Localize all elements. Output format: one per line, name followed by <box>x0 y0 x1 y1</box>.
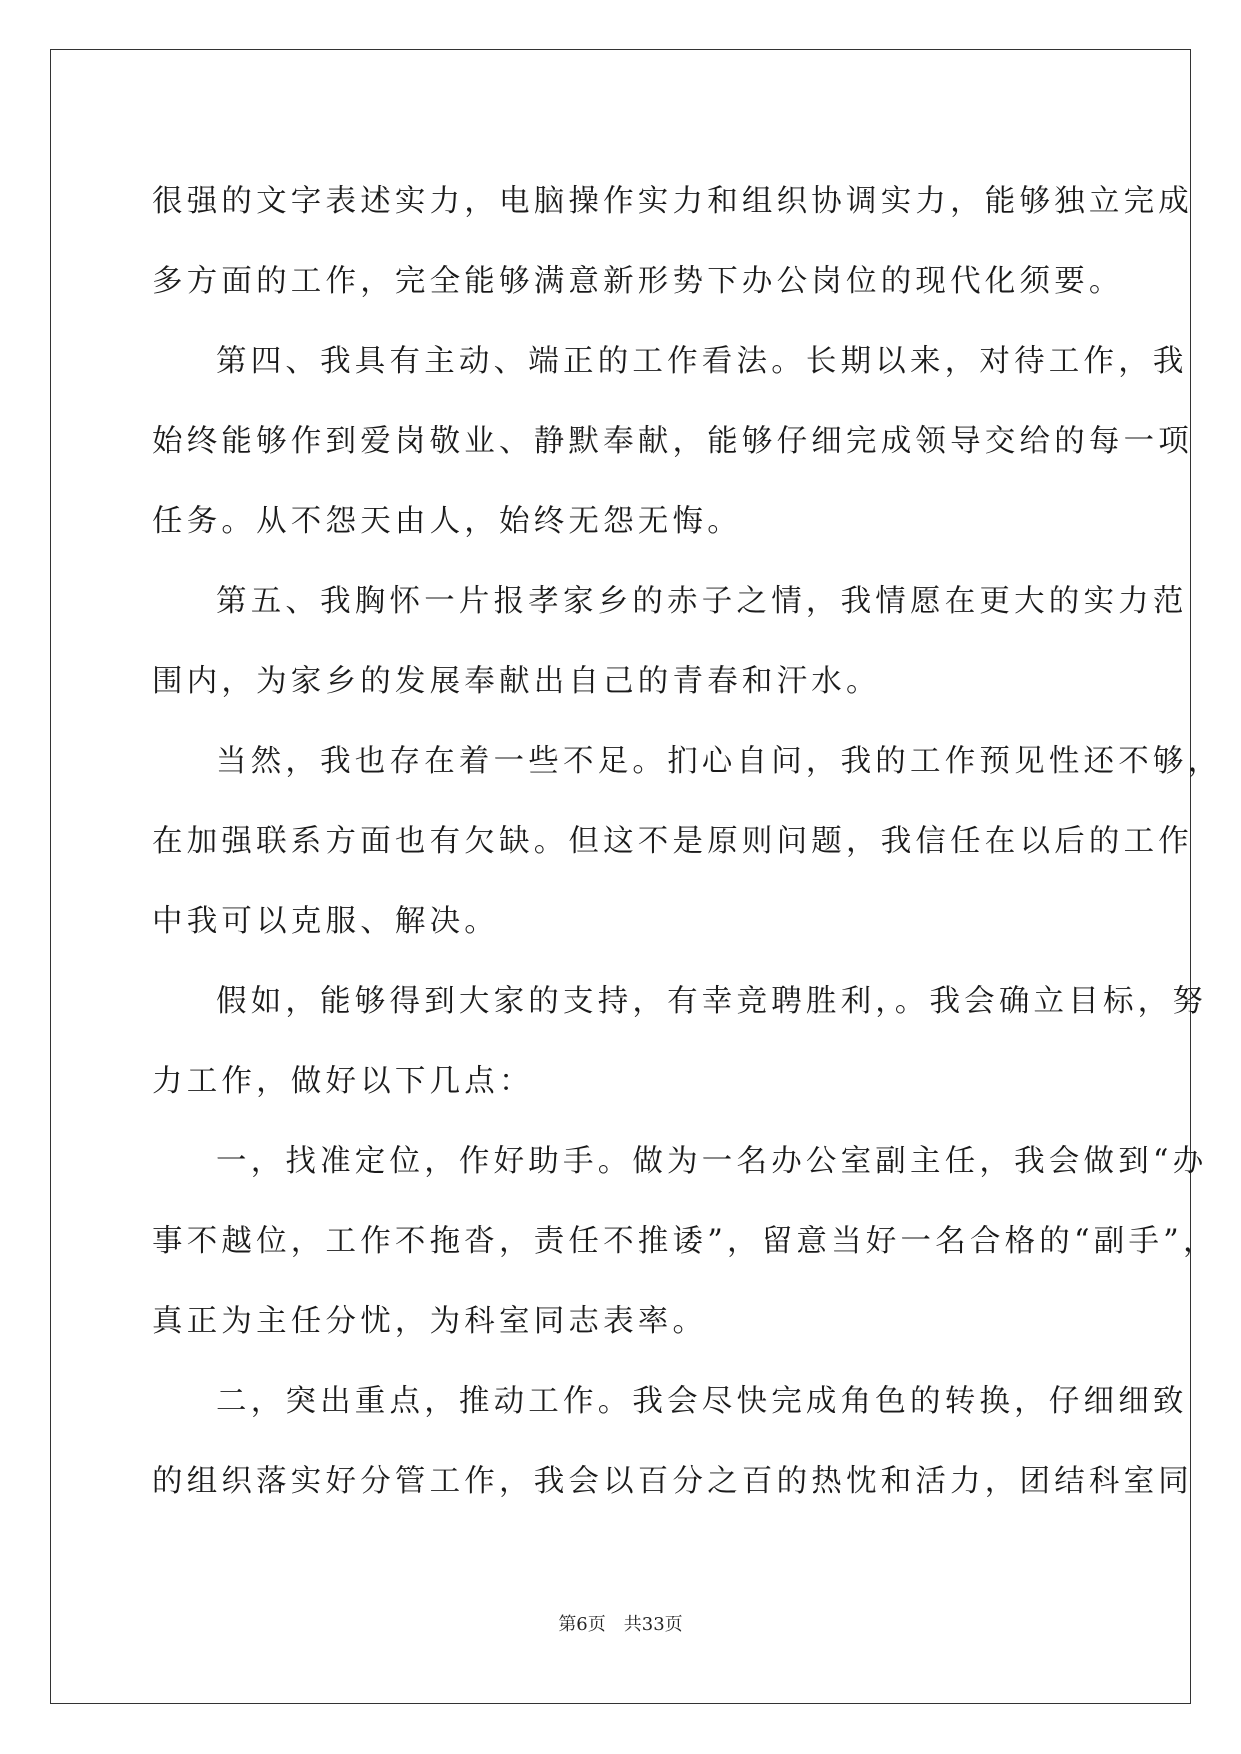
text-line: 的组织落实好分管工作，我会以百分之百的热忱和活力，团结科室同 <box>152 1464 1193 1499</box>
paragraph-start: 二，突出重点，推动工作。我会尽快完成角色的转换，仔细细致 <box>216 1384 1188 1419</box>
page-total: 共33页 <box>623 1614 683 1635</box>
paragraph-start: 假如，能够得到大家的支持，有幸竞聘胜利，。我会确立目标，努 <box>216 984 1208 1019</box>
page-number: 第6页 <box>558 1614 606 1635</box>
paragraph-start: 第五、我胸怀一片报孝家乡的赤子之情，我情愿在更大的实力范 <box>216 584 1188 619</box>
text-line: 多方面的工作，完全能够满意新形势下办公岗位的现代化须要。 <box>152 264 1124 299</box>
text-line: 很强的文字表述实力，电脑操作实力和组织协调实力，能够独立完成 <box>152 184 1193 219</box>
page-footer <box>0 1613 1241 1637</box>
paragraph-start: 一，找准定位，作好助手。做为一名办公室副主任，我会做到“办 <box>216 1144 1208 1179</box>
text-line: 始终能够作到爱岗敬业、静默奉献，能够仔细完成领导交给的每一项 <box>152 424 1193 459</box>
document-body <box>152 162 1223 1522</box>
paragraph-start: 第四、我具有主动、端正的工作看法。长期以来，对待工作，我 <box>216 344 1188 379</box>
text-line: 在加强联系方面也有欠缺。但这不是原则问题，我信任在以后的工作 <box>152 824 1193 859</box>
text-line: 力工作，做好以下几点： <box>152 1064 534 1099</box>
text-line: 任务。从不怨天由人，始终无怨无悔。 <box>152 504 742 539</box>
text-line: 事不越位，工作不拖沓，责任不推诿”，留意当好一名合格的“副手”， <box>152 1224 1218 1259</box>
text-line: 围内，为家乡的发展奉献出自己的青春和汗水。 <box>152 664 881 699</box>
paragraph-start: 当然，我也存在着一些不足。扪心自问，我的工作预见性还不够， <box>216 744 1223 779</box>
text-line: 真正为主任分忧，为科室同志表率。 <box>152 1304 708 1339</box>
text-line: 中我可以克服、解决。 <box>152 904 499 939</box>
